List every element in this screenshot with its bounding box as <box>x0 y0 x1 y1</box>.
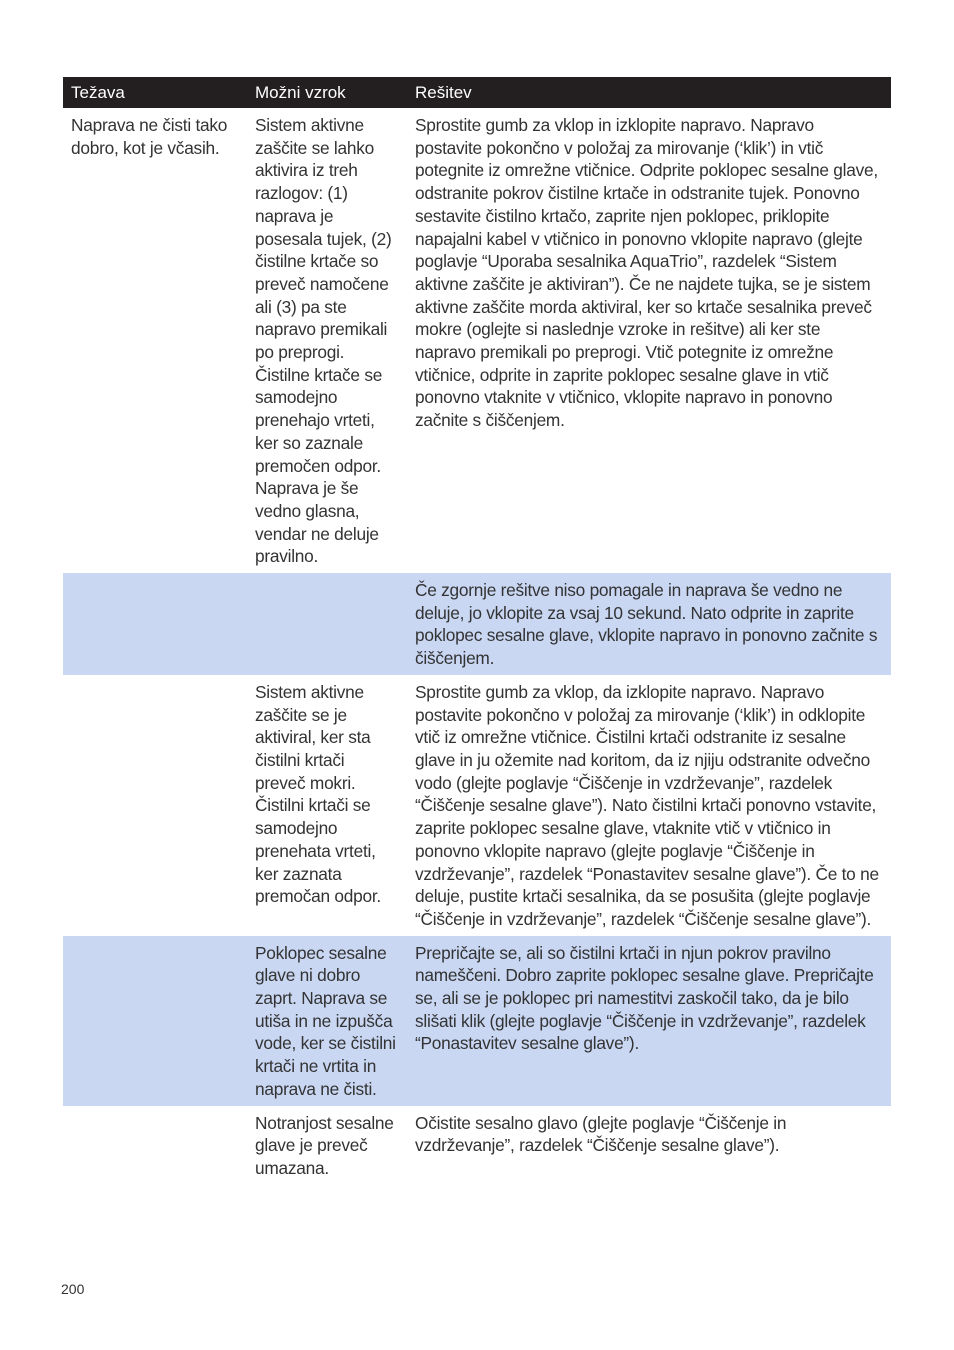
problem-cell <box>63 675 247 936</box>
table-row <box>63 936 891 1106</box>
header-problem: Težava <box>63 77 247 108</box>
problem-text: Naprava ne čisti tako dobro, kot je včasih. <box>71 115 228 158</box>
problem-cell <box>63 1106 247 1185</box>
solution-text: Sprostite gumb za vklop in izklopite napravo. Napravo postavite pokončno v položaj za mirovanje (‘klik’) in vtič potegnite iz omrežne vtičnice. Odprite poklopec sesalne glave, odstranite pokrov čistilne krtače in odstranite tujek. Ponovno sestavite čistilno krtačo, zaprite njen poklopec, priklopite napajalni kabel v vtičnico in ponovno vklopite napravo (glejte poglavje “Uporaba sesalnika AquaTrio”, razdelek “Sistem aktivne zaščite je aktiviran”). Če ne najdete tujka, se je sistem aktivne zaščite morda aktiviral, ker so krtače sesalnika preveč mokre (oglejte si naslednje vzroke in rešitve) ali ker ste napravo premikali po preprogi. Vtič potegnite iz omrežne vtičnice, odprite in zaprite poklopec sesalne glave in vtič ponovno vtaknite v vtičnico, vklopite napravo in ponovno začnite s čiščenjem. <box>415 115 878 431</box>
cause-text: Notranjost sesalne glave je preveč umazana. <box>255 1112 394 1178</box>
problem-cell <box>63 108 247 573</box>
cause-cell <box>247 108 407 573</box>
cause-cell <box>247 675 407 936</box>
table-row <box>63 573 891 675</box>
header-solution: Rešitev <box>407 77 891 108</box>
troubleshooting-section <box>63 77 891 1185</box>
cause-cell <box>247 573 407 675</box>
table-row <box>63 1106 891 1185</box>
solution-cell <box>407 108 891 573</box>
solution-cell <box>407 675 891 936</box>
problem-cell <box>63 936 247 1106</box>
table-row <box>63 108 891 573</box>
header-cause: Možni vzrok <box>247 77 407 108</box>
solution-cell <box>407 936 891 1106</box>
cause-text: Sistem aktivne zaščite se lahko aktivira iz treh razlogov: (1) naprava je posesala tujek, (2) čistilne krtače so preveč namočene ali (3) pa ste napravo premikali po preprogi. Čistilne krtače se samodejno prenehajo vrteti, ker so zaznale premočen odpor. Naprava je še vedno glasna, vendar ne deluje pravilno. <box>255 115 392 567</box>
solution-cell <box>407 1106 891 1185</box>
problem-cell <box>63 573 247 675</box>
cause-text: Sistem aktivne zaščite se je aktiviral, ker sta čistilni krtači preveč mokri. Čistilni krtači se samodejno prenehata vrteti, ker zaznata premočan odpor. <box>255 681 381 907</box>
cause-cell <box>247 1106 407 1185</box>
solution-text: Če zgornje rešitve niso pomagale in naprava še vedno ne deluje, jo vklopite za vsaj 10 sekund. Nato odprite in zaprite poklopec sesalne glave, vklopite napravo in ponovno začnite s čiščenjem. <box>415 580 878 669</box>
solution-text: Očistite sesalno glavo (glejte poglavje “Čiščenje in vzdrževanje”, razdelek “Čiščenje sesalne glave”). <box>415 1112 787 1156</box>
table-header-row <box>63 77 891 108</box>
cause-cell <box>247 936 407 1106</box>
cause-text: Poklopec sesalne glave ni dobro zaprt. Naprava se utiša in ne izpušča vode, ker se čistilni krtači ne vrtita in naprava ne čisti. <box>255 942 396 1099</box>
troubleshooting-table <box>63 77 891 1185</box>
solution-text: Prepričajte se, ali so čistilni krtači in njun pokrov pravilno nameščeni. Dobro zaprite poklopec sesalne glave. Prepričajte se, ali se je poklopec pri namestitvi zaskočil tako, da je bilo slišati klik (glejte poglavje “Čiščenje in vzdrževanje”, razdelek “Ponastavitev sesalne glave”). <box>415 942 874 1054</box>
solution-cell <box>407 573 891 675</box>
table-row <box>63 675 891 936</box>
page-number: 200 <box>61 1281 85 1297</box>
solution-text: Sprostite gumb za vklop, da izklopite napravo. Napravo postavite pokončno v položaj za mirovanje (‘klik’) in odklopite vtič iz omrežne vtičnice. Čistilni krtači odstranite iz sesalne glave in ju ožemite nad koritom, da iz njiju odstranite odvečno vodo (glejte poglavje “Čiščenje in vzdrževanje”, razdelek “Čiščenje sesalne glave”). Nato čistilni krtači ponovno vstavite, zaprite poklopec sesalne glave, vtaknite vtič v vtičnico in ponovno vklopite napravo (glejte poglavje “Čiščenje in vzdrževanje”, razdelek “Ponastavitev sesalne glave”). Če to ne deluje, pustite krtači sesalnika, da se posušita (glejte poglavje “Čiščenje in vzdrževanje”, razdelek “Čiščenje sesalne glave”). <box>415 681 879 929</box>
